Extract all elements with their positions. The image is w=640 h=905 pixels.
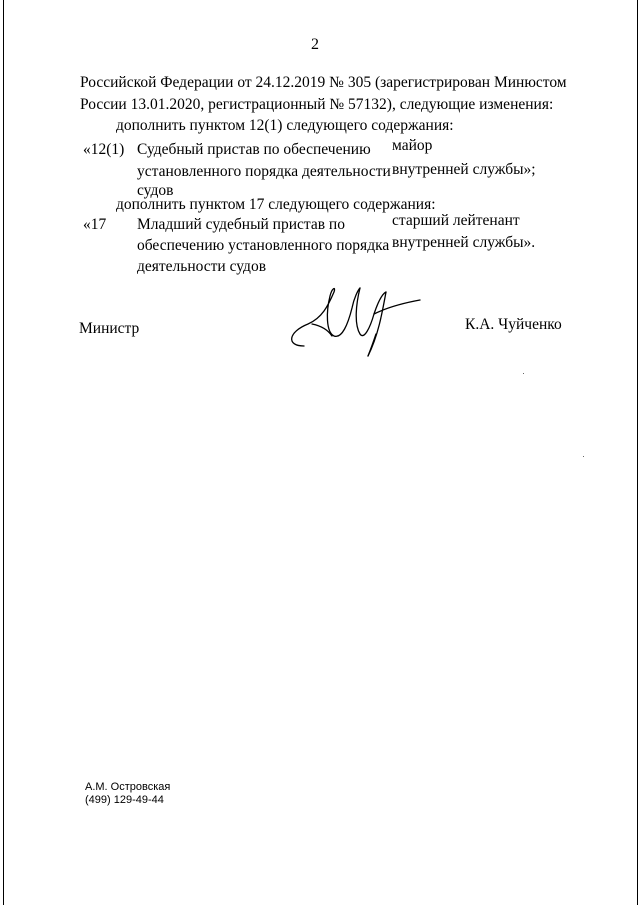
row1-position-line-1: Судебный пристав по обеспечению — [137, 141, 371, 158]
signatory-name: К.А. Чуйченко — [465, 316, 562, 333]
executor-phone: (499) 129-49-44 — [85, 794, 164, 806]
row2-position-line-3: деятельности судов — [137, 258, 267, 275]
scan-edge-right — [637, 0, 638, 905]
scan-speck — [523, 373, 524, 374]
row2-position-line-1: Младший судебный пристав по — [137, 216, 345, 233]
row1-position-line-3: судов — [137, 182, 174, 199]
between-text: дополнить пунктом 17 следующего содержания: — [116, 196, 436, 213]
scan-edge-left — [3, 0, 4, 905]
handwritten-signature — [282, 284, 432, 364]
page-number: 2 — [311, 36, 319, 53]
paragraph-line-3: дополнить пунктом 12(1) следующего содержания: — [116, 117, 454, 134]
executor-name: А.М. Островская — [85, 781, 171, 793]
row1-rank-line-1: майор — [392, 137, 433, 154]
paragraph-line-1: Российской Федерации от 24.12.2019 № 305 (зарегистрирован Минюстом — [80, 74, 567, 91]
row1-rank-line-2: внутренней службы»; — [392, 161, 536, 178]
scan-speck — [583, 456, 584, 457]
signatory-title: Министр — [79, 320, 140, 337]
row2-number: «17 — [83, 216, 107, 233]
row2-position-line-2: обеспечению установленного порядка — [137, 237, 390, 254]
row2-rank-line-1: старший лейтенант — [392, 212, 520, 229]
row2-rank-line-2: внутренней службы». — [392, 234, 536, 251]
paragraph-line-2: России 13.01.2020, регистрационный № 57132), следующие изменения: — [80, 96, 554, 113]
row1-number: «12(1) — [83, 141, 125, 158]
row1-position-line-2: установленного порядка деятельности — [137, 163, 391, 180]
